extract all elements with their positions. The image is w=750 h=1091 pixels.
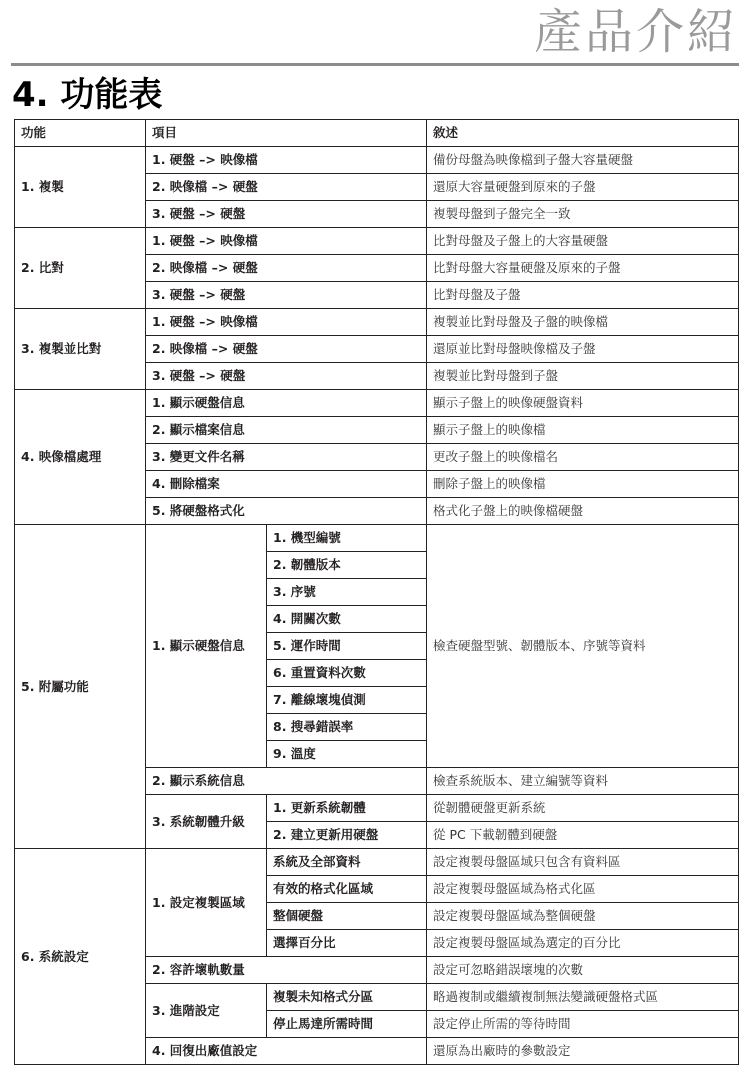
item-cell: 1. 顯示硬盤信息 xyxy=(146,390,427,417)
sub-item-cell: 2. 韌體版本 xyxy=(267,552,427,579)
description-cell: 從韌體硬盤更新系統 xyxy=(427,795,739,822)
description-cell: 還原大容量硬盤到原來的子盤 xyxy=(427,174,739,201)
sub-item-cell: 1. 更新系統韌體 xyxy=(267,795,427,822)
function-compare: 2. 比對 xyxy=(15,228,146,309)
header-rule xyxy=(11,63,739,66)
description-cell: 設定複製母盤區域為格式化區 xyxy=(427,876,739,903)
item-copy-area: 1. 設定複製區域 xyxy=(146,849,267,957)
function-image: 4. 映像檔處理 xyxy=(15,390,146,525)
item-cell: 5. 將硬盤格式化 xyxy=(146,498,427,525)
sub-item-cell: 8. 搜尋錯誤率 xyxy=(267,714,427,741)
description-cell: 設定停止所需的等待時間 xyxy=(427,1011,739,1038)
item-cell: 2. 映像檔 –> 硬盤 xyxy=(146,336,427,363)
sub-item-cell: 6. 重置資料次數 xyxy=(267,660,427,687)
item-cell: 2. 映像檔 –> 硬盤 xyxy=(146,174,427,201)
item-cell: 3. 硬盤 –> 硬盤 xyxy=(146,363,427,390)
item-cell: 4. 回復出廠值設定 xyxy=(146,1038,427,1065)
description-cell: 顯示子盤上的映像硬盤資料 xyxy=(427,390,739,417)
description-cell: 更改子盤上的映像檔名 xyxy=(427,444,739,471)
item-cell: 2. 顯示檔案信息 xyxy=(146,417,427,444)
function-table xyxy=(14,119,739,1065)
item-cell: 4. 刪除檔案 xyxy=(146,471,427,498)
sub-item-cell: 停止馬達所需時間 xyxy=(267,1011,427,1038)
description-cell: 還原為出廠時的參數設定 xyxy=(427,1038,739,1065)
item-advanced: 3. 進階設定 xyxy=(146,984,267,1038)
item-cell: 2. 顯示系統信息 xyxy=(146,768,427,795)
table-row xyxy=(15,849,739,876)
table-row xyxy=(15,525,739,552)
item-cell: 1. 硬盤 –> 映像檔 xyxy=(146,228,427,255)
item-cell: 3. 硬盤 –> 硬盤 xyxy=(146,201,427,228)
sub-item-cell: 1. 機型編號 xyxy=(267,525,427,552)
table-row xyxy=(15,390,739,417)
sub-item-cell: 複製未知格式分區 xyxy=(267,984,427,1011)
sub-item-cell: 4. 開關次數 xyxy=(267,606,427,633)
description-cell: 設定複製母盤區域為整個硬盤 xyxy=(427,903,739,930)
function-settings: 6. 系統設定 xyxy=(15,849,146,1065)
description-cell: 比對母盤及子盤上的大容量硬盤 xyxy=(427,228,739,255)
item-cell: 3. 硬盤 –> 硬盤 xyxy=(146,282,427,309)
table-row xyxy=(15,147,739,174)
item-cell: 3. 變更文件名稱 xyxy=(146,444,427,471)
table-row xyxy=(15,228,739,255)
header-item: 項目 xyxy=(146,120,427,147)
function-copy-compare: 3. 複製並比對 xyxy=(15,309,146,390)
description-cell: 備份母盤為映像檔到子盤大容量硬盤 xyxy=(427,147,739,174)
function-utility: 5. 附屬功能 xyxy=(15,525,146,849)
description-cell: 設定複製母盤區域為選定的百分比 xyxy=(427,930,739,957)
description-cell: 顯示子盤上的映像檔 xyxy=(427,417,739,444)
description-cell: 複製母盤到子盤完全一致 xyxy=(427,201,739,228)
sub-item-cell: 有效的格式化區域 xyxy=(267,876,427,903)
sub-item-cell: 整個硬盤 xyxy=(267,903,427,930)
sub-item-cell: 2. 建立更新用硬盤 xyxy=(267,822,427,849)
item-cell: 1. 硬盤 –> 映像檔 xyxy=(146,309,427,336)
description-cell: 格式化子盤上的映像檔硬盤 xyxy=(427,498,739,525)
section-title: 4. 功能表 xyxy=(12,75,163,115)
description-cell: 設定可忽略錯誤壞塊的次數 xyxy=(427,957,739,984)
sub-item-cell: 3. 序號 xyxy=(267,579,427,606)
item-cell: 2. 映像檔 –> 硬盤 xyxy=(146,255,427,282)
header-description: 敘述 xyxy=(427,120,739,147)
sub-item-cell: 5. 運作時間 xyxy=(267,633,427,660)
description-cell: 從 PC 下載韌體到硬盤 xyxy=(427,822,739,849)
header-title: 產品介紹 xyxy=(533,4,738,60)
description-cell: 檢查系統版本、建立編號等資料 xyxy=(427,768,739,795)
item-cell: 2. 容許壞軌數量 xyxy=(146,957,427,984)
description-cell: 複製並比對母盤到子盤 xyxy=(427,363,739,390)
description-cell: 略過複制或繼續複制無法變識硬盤格式區 xyxy=(427,984,739,1011)
description-cell: 比對母盤大容量硬盤及原來的子盤 xyxy=(427,255,739,282)
description-cell: 還原並比對母盤映像檔及子盤 xyxy=(427,336,739,363)
sub-item-cell: 7. 離線壞塊偵測 xyxy=(267,687,427,714)
description-cell: 刪除子盤上的映像檔 xyxy=(427,471,739,498)
table-header-row xyxy=(15,120,739,147)
description-cell: 複製並比對母盤及子盤的映像檔 xyxy=(427,309,739,336)
header-function: 功能 xyxy=(15,120,146,147)
table-row xyxy=(15,309,739,336)
sub-item-cell: 選擇百分比 xyxy=(267,930,427,957)
description-cell: 設定複製母盤區域只包含有資料區 xyxy=(427,849,739,876)
item-firmware: 3. 系統韌體升級 xyxy=(146,795,267,849)
function-copy: 1. 複製 xyxy=(15,147,146,228)
sub-item-cell: 9. 溫度 xyxy=(267,741,427,768)
description-disk-info: 檢查硬盤型號、韌體版本、序號等資料 xyxy=(427,525,739,768)
sub-item-cell: 系統及全部資料 xyxy=(267,849,427,876)
item-cell: 1. 硬盤 –> 映像檔 xyxy=(146,147,427,174)
description-cell: 比對母盤及子盤 xyxy=(427,282,739,309)
item-disk-info: 1. 顯示硬盤信息 xyxy=(146,525,267,768)
